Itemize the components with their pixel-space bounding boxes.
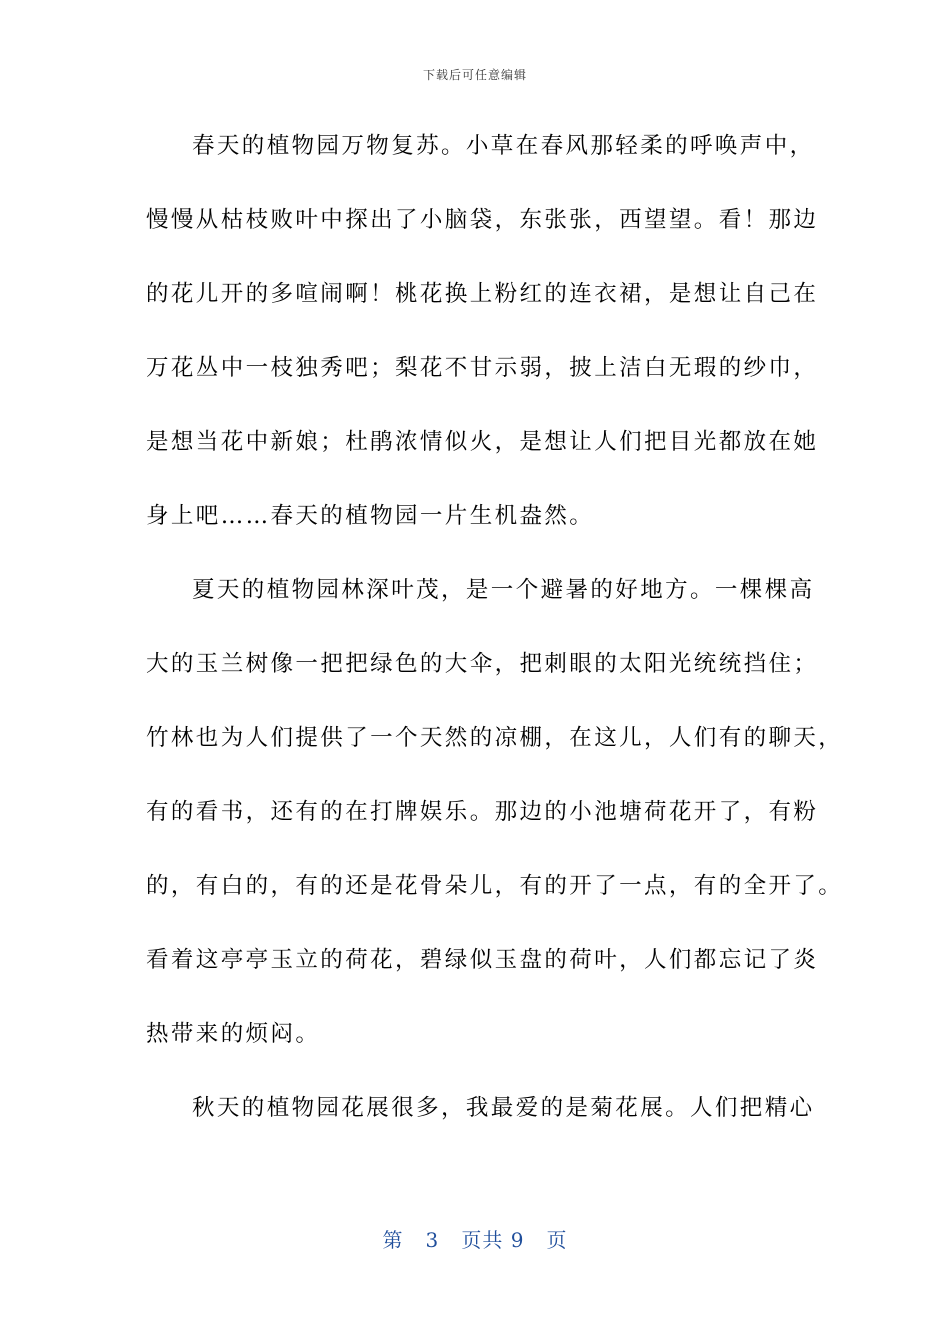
text-line: 的，有白的，有的还是花骨朵儿，有的开了一点，有的全开了。 — [146, 873, 844, 899]
text-line: 竹林也为人们提供了一个天然的凉棚，在这儿，人们有的聊天， — [146, 725, 844, 751]
text-line: 看着这亭亭玉立的荷花，碧绿似玉盘的荷叶，人们都忘记了炎 — [146, 947, 819, 973]
text-line: 是想当花中新娘；杜鹃浓情似火，是想让人们把目光都放在她 — [146, 429, 819, 455]
footer-suffix: 页 — [546, 1228, 568, 1252]
text-line: 秋天的植物园花展很多，我最爱的是菊花展。人们把精心 — [192, 1095, 815, 1121]
page-footer — [0, 1224, 950, 1253]
current-page-number: 3 — [425, 1228, 440, 1252]
footer-prefix: 第 — [382, 1228, 404, 1252]
total-pages-number: 9 — [510, 1228, 525, 1252]
text-line: 慢慢从枯枝败叶中探出了小脑袋，东张张，西望望。看！那边 — [146, 207, 819, 233]
text-line: 大的玉兰树像一把把绿色的大伞，把刺眼的太阳光统统挡住； — [146, 651, 819, 677]
footer-middle: 页共 — [461, 1228, 504, 1252]
text-line: 身上吧……春天的植物园一片生机盎然。 — [146, 503, 595, 529]
header-note: 下载后可任意编辑 — [422, 68, 527, 82]
text-line: 热带来的烦闷。 — [146, 1021, 321, 1047]
text-line: 的花儿开的多喧闹啊！桃花换上粉红的连衣裙，是想让自己在 — [146, 281, 819, 307]
text-line: 夏天的植物园林深叶茂，是一个避暑的好地方。一棵棵高 — [192, 577, 815, 603]
text-line: 春天的植物园万物复苏。小草在春风那轻柔的呼唤声中， — [192, 133, 815, 159]
document-body — [146, 120, 844, 1156]
text-line: 万花丛中一枝独秀吧；梨花不甘示弱，披上洁白无瑕的纱巾， — [146, 355, 819, 381]
text-line: 有的看书，还有的在打牌娱乐。那边的小池塘荷花开了，有粉 — [146, 799, 819, 825]
